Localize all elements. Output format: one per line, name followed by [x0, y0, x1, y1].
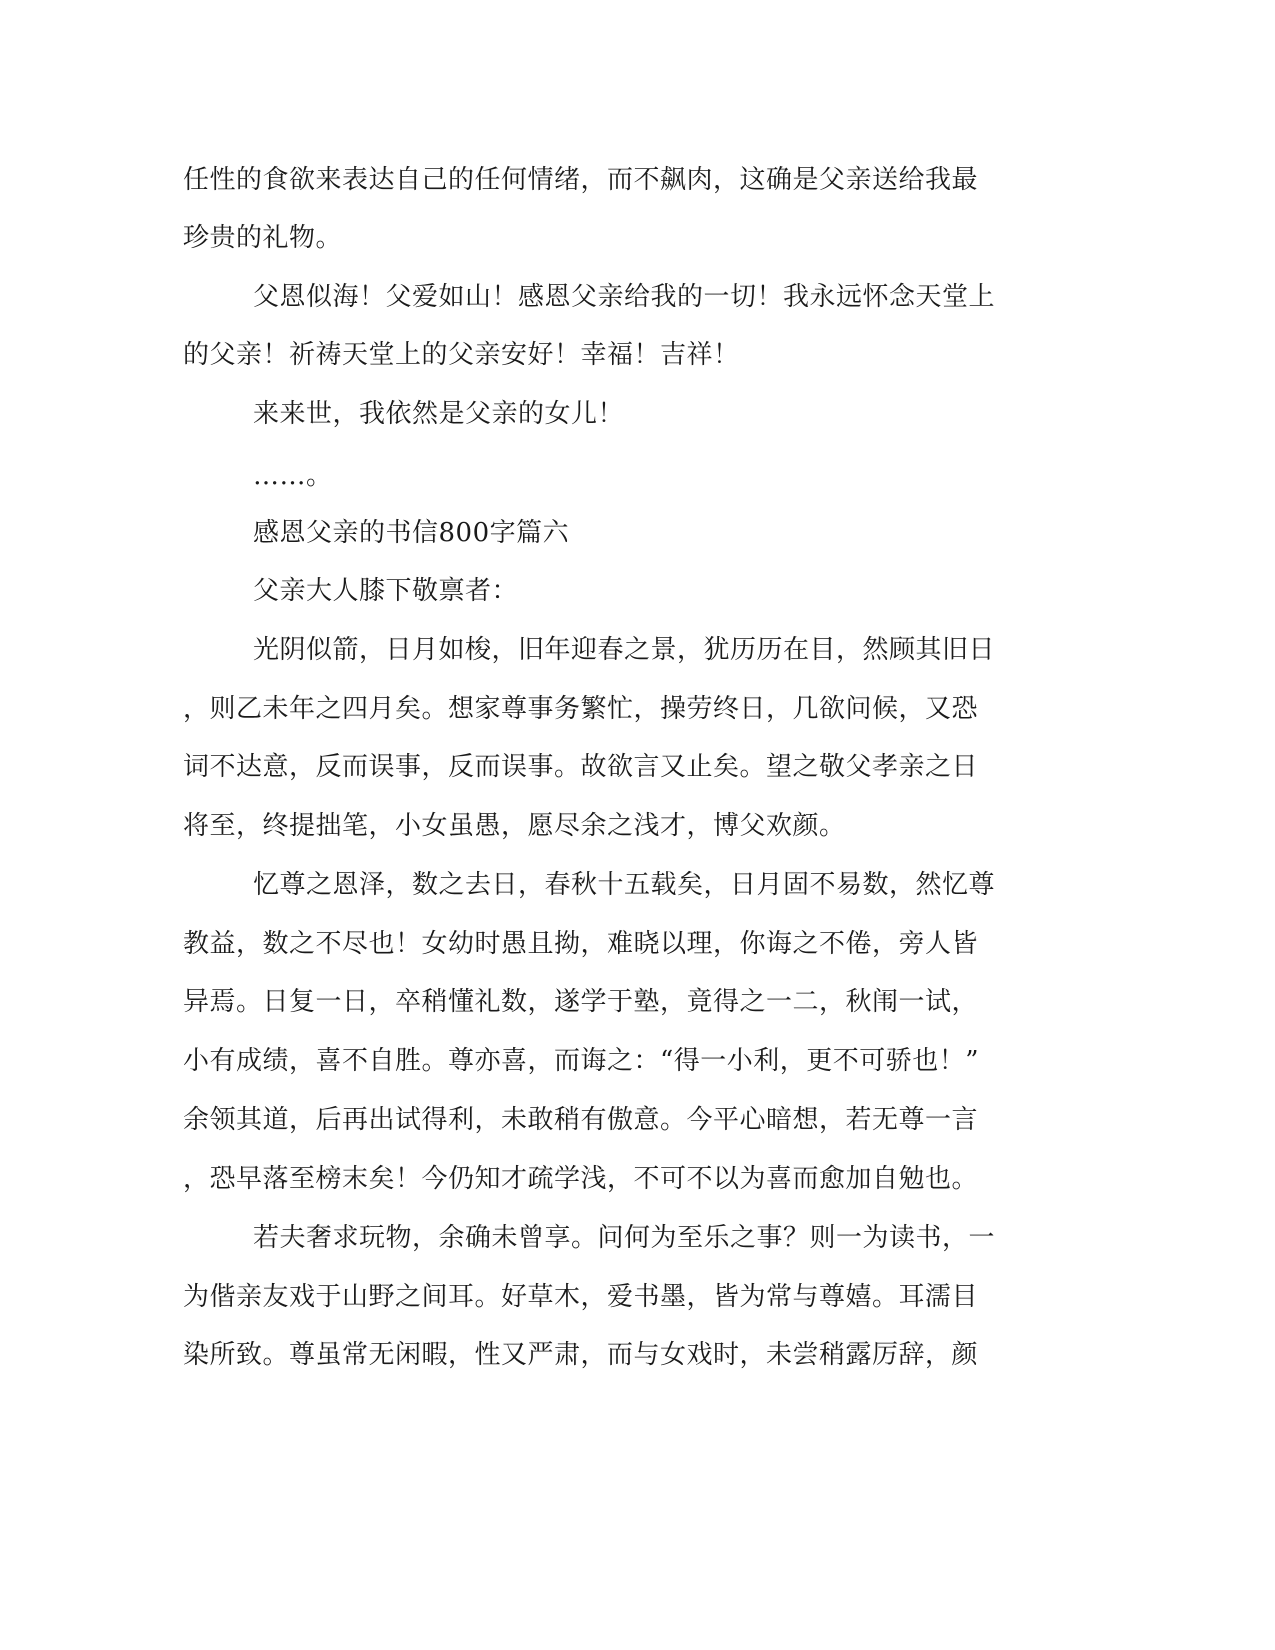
section-heading: 感恩父亲的书信800字篇六: [253, 518, 570, 548]
text-line: 异焉。日复一日，卒稍懂礼数，遂学于塾，竟得之一二，秋闱一试，: [183, 987, 979, 1017]
salutation: 父亲大人膝下敬禀者：: [253, 576, 519, 606]
text-line: 珍贵的礼物。: [183, 223, 343, 253]
text-line: 余领其道，后再出试得利，未敢稍有傲意。今平心暗想，若无尊一言: [183, 1105, 979, 1135]
text-line: 染所致。尊虽常无闲暇，性又严肃，而与女戏时，未尝稍露厉辞，颜: [183, 1340, 979, 1370]
ellipsis-line: ……。: [253, 461, 333, 491]
text-line: 词不达意，反而误事，反而误事。故欲言又止矣。望之敬父孝亲之日: [183, 752, 979, 782]
text-line: 小有成绩，喜不自胜。尊亦喜，而诲之：“得一小利，更不可骄也！”: [183, 1046, 980, 1076]
paragraph-first-line: 父恩似海！父爱如山！感恩父亲给我的一切！我永远怀念天堂上: [253, 282, 996, 312]
text-line: ，恐早落至榜末矣！今仍知才疏学浅，不可不以为喜而愈加自勉也。: [183, 1164, 979, 1194]
paragraph-first-line: 忆尊之恩泽，数之去日，春秋十五载矣，日月固不易数，然忆尊: [253, 870, 996, 900]
text-line: 将至，终提拙笔，小女虽愚，愿尽余之浅才，博父欢颜。: [183, 811, 846, 841]
text-line: 的父亲！祈祷天堂上的父亲安好！幸福！吉祥！: [183, 340, 740, 370]
paragraph-first-line: 光阴似箭，日月如梭，旧年迎春之景，犹历历在目，然顾其旧日: [253, 635, 996, 665]
paragraph-first-line: 若夫奢求玩物，余确未曾享。问何为至乐之事？则一为读书，一: [253, 1223, 996, 1253]
text-line: 为偕亲友戏于山野之间耳。好草木，爱书墨，皆为常与尊嬉。耳濡目: [183, 1282, 979, 1312]
text-line: 教益，数之不尽也！女幼时愚且拗，难晓以理，你诲之不倦，旁人皆: [183, 929, 979, 959]
paragraph-first-line: 来来世，我依然是父亲的女儿！: [253, 399, 625, 429]
text-line: 任性的食欲来表达自己的任何情绪，而不飙肉，这确是父亲送给我最: [183, 165, 979, 195]
text-line: ，则乙未年之四月矣。想家尊事务繁忙，操劳终日，几欲问候，又恐: [183, 694, 979, 724]
